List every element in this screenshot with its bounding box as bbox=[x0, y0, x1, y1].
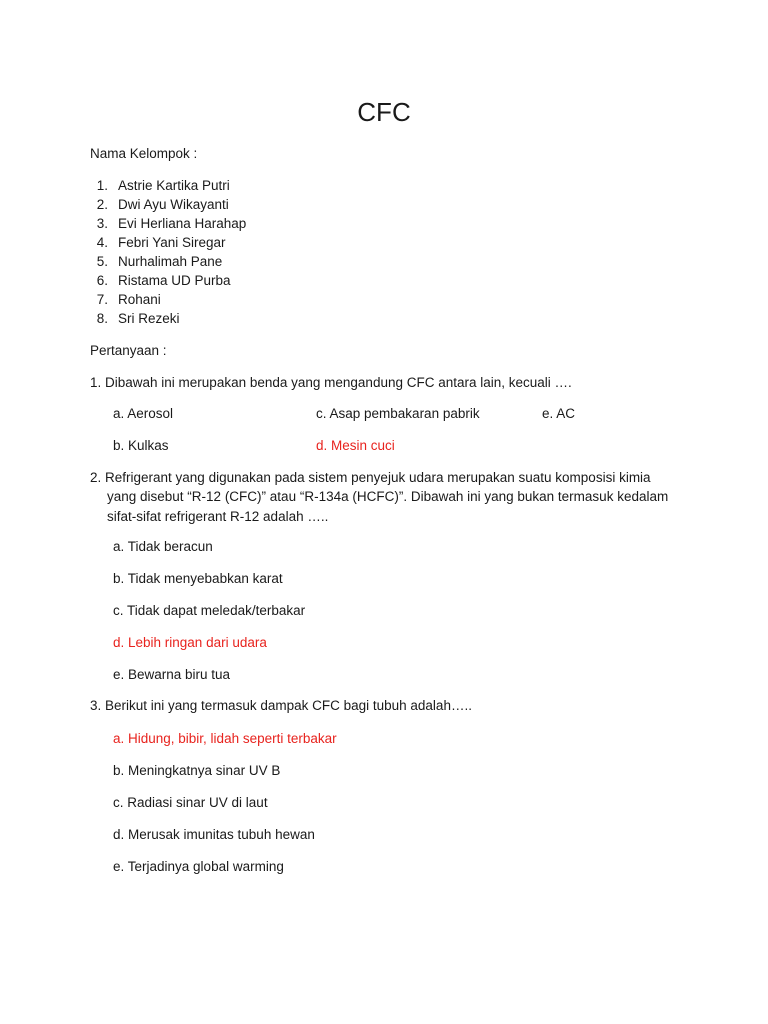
q3-option-e: e. Terjadinya global warming bbox=[113, 859, 284, 874]
question-2-text-line3: sifat-sifat refrigerant R-12 adalah ….. bbox=[107, 509, 329, 524]
member-name: Ristama UD Purba bbox=[118, 273, 231, 288]
q3-option-c: c. Radiasi sinar UV di laut bbox=[113, 795, 268, 810]
member-name: Febri Yani Siregar bbox=[118, 235, 226, 250]
q3-option-b: b. Meningkatnya sinar UV B bbox=[113, 763, 281, 778]
question-3-text: 3. Berikut ini yang termasuk dampak CFC bagi tubuh adalah….. bbox=[90, 698, 472, 713]
member-name: Dwi Ayu Wikayanti bbox=[118, 197, 229, 212]
q1-option-e: e. AC bbox=[542, 406, 576, 421]
q2-option-b: b. Tidak menyebabkan karat bbox=[113, 571, 283, 586]
q2-option-e: e. Bewarna biru tua bbox=[113, 667, 231, 682]
member-number: 1. bbox=[96, 178, 108, 193]
q3-option-d: d. Merusak imunitas tubuh hewan bbox=[113, 827, 315, 842]
document-title: CFC bbox=[357, 97, 411, 127]
member-number: 7. bbox=[96, 292, 108, 307]
member-name: Sri Rezeki bbox=[118, 311, 180, 326]
q3-option-a-answer: a. Hidung, bibir, lidah seperti terbakar bbox=[113, 731, 337, 746]
member-number: 4. bbox=[96, 235, 108, 250]
group-label: Nama Kelompok : bbox=[90, 146, 198, 161]
q1-option-a: a. Aerosol bbox=[113, 406, 174, 421]
member-number: 8. bbox=[96, 311, 108, 326]
q1-option-c: c. Asap pembakaran pabrik bbox=[316, 406, 480, 421]
member-name: Rohani bbox=[118, 292, 161, 307]
question-2-text-line1: 2. Refrigerant yang digunakan pada sistem penyejuk udara merupakan suatu komposisi kimia bbox=[90, 470, 651, 485]
member-name: Nurhalimah Pane bbox=[118, 254, 223, 269]
q2-option-c: c. Tidak dapat meledak/terbakar bbox=[113, 603, 306, 618]
member-name: Evi Herliana Harahap bbox=[118, 216, 247, 231]
member-number: 3. bbox=[96, 216, 108, 231]
member-name: Astrie Kartika Putri bbox=[118, 178, 230, 193]
q1-option-b: b. Kulkas bbox=[113, 438, 169, 453]
q2-option-d-answer: d. Lebih ringan dari udara bbox=[113, 635, 267, 650]
q2-option-a: a. Tidak beracun bbox=[113, 539, 213, 554]
question-2-text-line2: yang disebut “R-12 (CFC)” atau “R-134a (HCFC)”. Dibawah ini yang bukan termasuk kedalam bbox=[107, 489, 669, 504]
question-1-text: 1. Dibawah ini merupakan benda yang mengandung CFC antara lain, kecuali …. bbox=[90, 375, 572, 390]
member-number: 6. bbox=[96, 273, 108, 288]
q1-option-d-answer: d. Mesin cuci bbox=[316, 438, 395, 453]
questions-label: Pertanyaan : bbox=[90, 343, 167, 358]
member-number: 2. bbox=[96, 197, 108, 212]
member-number: 5. bbox=[96, 254, 108, 269]
